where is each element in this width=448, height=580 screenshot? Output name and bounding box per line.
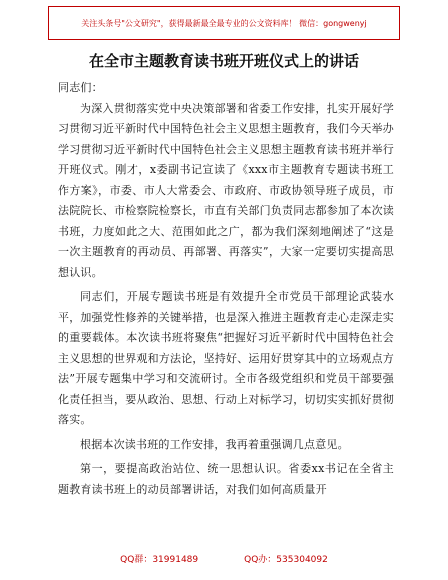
paragraph-3: 根据本次读书班的工作安排，我再着重强调几点意见。 <box>80 437 349 451</box>
paragraph-2: 同志们，开展专题读书班是有效提升全市党员干部理论武装水平，加强党性修养的关键举措，也是深入推进主题教育走心走深走实的重要载体。本次读书班将聚焦“把握好习近平新时代中国特色社会主义思想的世界观和方法论，坚持好、运用好贯穿其中的立场观点方法”开展专题集中学习和交流研讨。全市各级党组织和党员干部要强化责任担当，要从政治、思想、行动上对标学习，切切实实抓好贯彻落实。 <box>58 290 394 426</box>
footer <box>0 552 448 565</box>
header-banner <box>48 6 400 40</box>
footer-qq: QQ办：535304092 <box>244 555 328 565</box>
paragraph-1: 为深入贯彻落实党中央决策部署和省委工作安排，扎实开展好学习贯彻习近平新时代中国特色社会主义思想主题教育，我们今天举办学习贯彻习近平新时代中国特色社会主义思想主题教育读书班并举行开班仪式。刚才，x委副书记宣读了《xxx市主题教育专题读书班工作方案》，市委、市人大常委会、市政府、市政协领导班子成员，市法院院长、市检察院检察长，市直有关部门负责同志都参加了本次读书班，力度如此之大、范围如此之广，都为我们深刻地阐述了“这是一次主题教育的再动员、再部署、再落实”，大家一定要切实提高思想认识。 <box>58 101 394 279</box>
banner-text: 关注头条号"公文研究"，获得最新最全最专业的公文资料库！ 微信：gongwenyj <box>81 18 367 28</box>
paragraph-4: 第一，要提高政治站位、统一思想认识。省委xx书记在全省主题教育读书班上的动员部署讲话，对我们如何高质量开 <box>58 462 394 496</box>
document-title: 在全市主题教育读书班开班仪式上的讲话 <box>88 52 359 70</box>
salutation: 同志们： <box>58 81 103 94</box>
document-body <box>58 78 394 500</box>
footer-qq-group: QQ群：31991489 <box>120 555 199 565</box>
